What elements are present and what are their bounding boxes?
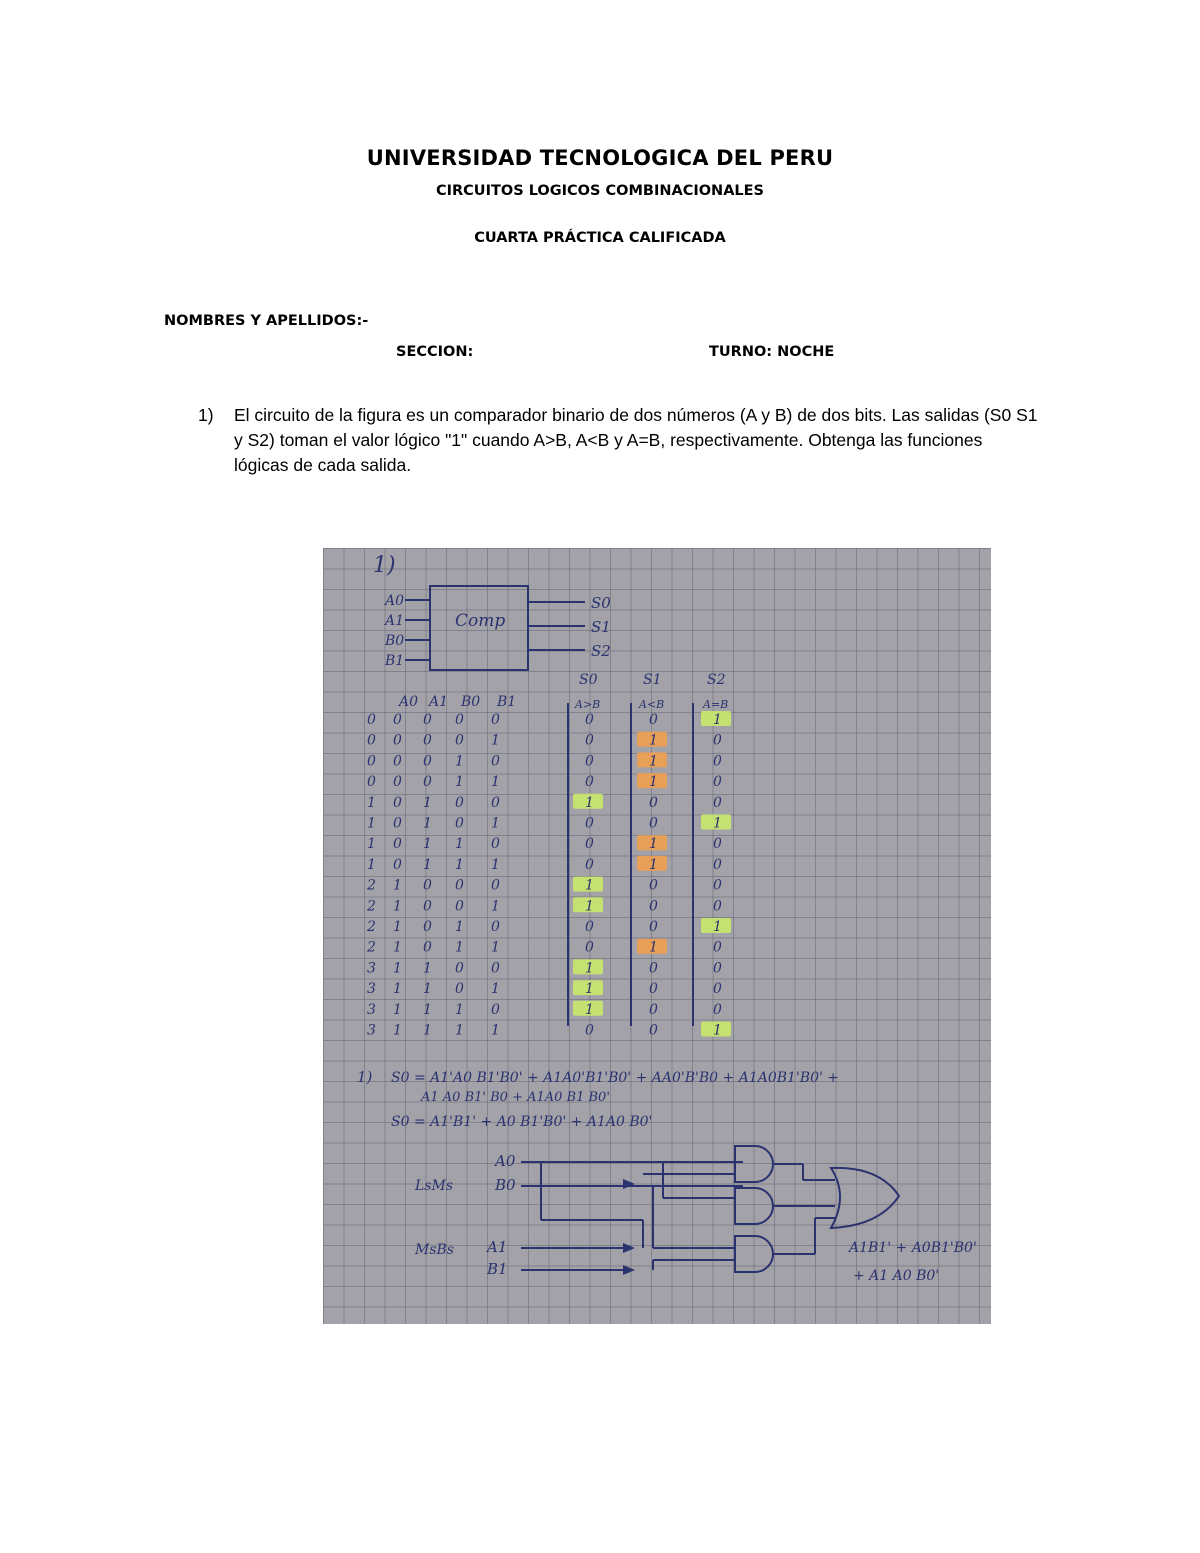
hw-table-cell: 1	[393, 898, 402, 915]
hw-table-cell: 1	[491, 815, 500, 832]
hw-table-cell: 0	[491, 836, 500, 853]
hw-table-cell: 0	[649, 794, 658, 811]
hw-table-cell: 1	[649, 753, 658, 770]
hw-table-cell: 3	[367, 1001, 376, 1018]
hw-table-cell: 1	[393, 877, 402, 894]
hw-table-cell: 2	[367, 919, 376, 935]
hw-table-cell: 1	[423, 794, 432, 811]
hw-table-cell: 0	[455, 960, 464, 977]
hw-table-cell: 0	[585, 774, 594, 791]
hw-table-cell: 0	[713, 960, 722, 977]
hw-result-line-2: + A1 A0 B0'	[853, 1268, 940, 1284]
hw-table-cell: 1	[367, 815, 376, 832]
question-1	[198, 403, 1038, 478]
hw-table-cell: 1	[393, 939, 402, 956]
hw-logic-circuit	[521, 1146, 899, 1272]
hw-table-cell: 1	[713, 815, 722, 832]
hw-table-cell: 1	[423, 815, 432, 832]
hw-table-cell: 0	[423, 898, 432, 915]
hw-msbs-label: MsBs	[415, 1242, 454, 1258]
hw-table-cell: 0	[585, 712, 594, 728]
hw-table-cell: 1	[455, 1001, 464, 1018]
hw-block-input-label: B1	[385, 653, 405, 669]
shift-field-label: TURNO: NOCHE	[709, 344, 835, 360]
hw-table-cell: 0	[393, 794, 402, 811]
handwritten-solution-drawing	[323, 548, 991, 1324]
hw-input-header: A0	[399, 694, 419, 710]
hw-equation-mark: 1)	[357, 1068, 373, 1086]
hw-table-cell: 0	[455, 794, 464, 811]
hw-output-condition: A<B	[639, 698, 665, 711]
hw-output-condition: A>B	[575, 698, 601, 711]
hw-table-cell: 0	[491, 919, 500, 935]
hw-table-cell: 1	[713, 919, 722, 935]
hw-table-cell: 1	[455, 753, 464, 770]
hw-table-cell: 0	[713, 732, 722, 749]
hw-table-cell: 1	[491, 1022, 500, 1039]
handwritten-solution-photo	[323, 548, 991, 1324]
hw-table-cell: 0	[585, 919, 594, 935]
hw-table-cell: 0	[455, 732, 464, 749]
hw-arrow-b0	[623, 1179, 635, 1189]
hw-table-cell: 0	[455, 898, 464, 915]
hw-table-cell: 1	[367, 794, 376, 811]
hw-table-cell: 0	[713, 856, 722, 873]
hw-table-cell: 0	[491, 753, 500, 770]
hw-table-cell: 0	[585, 939, 594, 956]
hw-table-cell: 0	[455, 815, 464, 832]
hw-table-cell: 0	[393, 856, 402, 873]
hw-table-cell: 1	[491, 981, 500, 998]
hw-table-cell: 1	[491, 898, 500, 915]
hw-table-cell: 0	[367, 712, 376, 728]
hw-table-cell: 2	[367, 898, 376, 915]
hw-arrow-b1	[623, 1265, 635, 1275]
hw-table-cell: 1	[585, 960, 594, 977]
hw-block-inputs	[383, 593, 430, 669]
names-field-label: NOMBRES Y APELLIDOS:-	[164, 313, 369, 329]
practice-title: CUARTA PRÁCTICA CALIFICADA	[474, 230, 726, 246]
hw-table-cell: 1	[423, 1001, 432, 1018]
hw-block-output-label: S0	[591, 594, 611, 612]
hw-table-cell: 0	[585, 732, 594, 749]
hw-table-cell: 0	[423, 732, 432, 749]
hw-table-cell: 0	[713, 898, 722, 915]
hw-table-cell: 1	[649, 939, 658, 956]
hw-block-outputs	[528, 594, 611, 660]
hw-table-cell: 1	[585, 877, 594, 894]
hw-table-cell: 1	[649, 856, 658, 873]
hw-table-cell: 1	[455, 1022, 464, 1039]
hw-table-cell: 1	[713, 1022, 722, 1039]
hw-circuit-input-label: A1	[487, 1238, 508, 1256]
hw-block-output-label: S1	[591, 618, 611, 636]
hw-table-cell: 0	[713, 877, 722, 894]
hw-block-input-label: A1	[385, 613, 405, 629]
hw-table-cell: 1	[455, 774, 464, 791]
hw-table-cell: 1	[455, 919, 464, 935]
hw-table-cell: 0	[585, 856, 594, 873]
hw-table-cell: 0	[649, 815, 658, 832]
hw-table-cell: 0	[423, 712, 432, 728]
course-title: CIRCUITOS LOGICOS COMBINACIONALES	[435, 183, 765, 199]
hw-table-cell: 1	[423, 981, 432, 998]
hw-circuit-input-label: B1	[487, 1260, 508, 1278]
hw-table-cell: 0	[649, 981, 658, 998]
hw-output-condition: A=B	[703, 698, 729, 711]
hw-table-cell: 0	[649, 1001, 658, 1018]
hw-table-cell: 0	[393, 815, 402, 832]
hw-table-cell: 1	[455, 856, 464, 873]
hw-table-cell: 1	[423, 856, 432, 873]
hw-table-cell: 0	[713, 774, 722, 791]
hw-circuit-input-label: B0	[495, 1176, 516, 1194]
hw-circuit-input-label: A0	[495, 1152, 516, 1170]
hw-table-cell: 0	[713, 1001, 722, 1018]
hw-table-cell: 0	[455, 981, 464, 998]
hw-table-cell: 1	[491, 774, 500, 791]
hw-table-cell: 2	[367, 939, 376, 956]
hw-table-cell: 2	[367, 877, 376, 894]
hw-table-cell: 0	[423, 753, 432, 770]
question-text: El circuito de la figura es un comparador binario de dos números (A y B) de dos bits. Las salidas (S0 S1 y S2) toman el valor lógico "1" cuando A>B, A<B y A=B, respectivamente. Obtenga las funciones lógicas de cada salida.	[234, 405, 1038, 475]
hw-arrow-a1	[623, 1243, 635, 1253]
hw-table-cell: 1	[649, 774, 658, 791]
hw-table-cell: 0	[713, 981, 722, 998]
hw-problem-mark: 1)	[373, 553, 396, 578]
hw-table-cell: 0	[491, 712, 500, 728]
hw-table-cell: 1	[423, 1022, 432, 1039]
hw-circuit-inputs	[485, 1152, 516, 1278]
hw-table-cell: 1	[649, 732, 658, 749]
hw-table-cell: 0	[455, 712, 464, 728]
hw-table-cell: 1	[491, 856, 500, 873]
hw-table-cell: 0	[393, 753, 402, 770]
hw-equation-line-1: S0 = A1'A0 B1'B0' + A1A0'B1'B0' + AA0'B'B0 + A1A0B1'B0' +	[391, 1070, 840, 1086]
hw-truth-table	[366, 672, 731, 1039]
hw-input-header: B0	[461, 694, 481, 710]
hw-table-cell: 0	[491, 877, 500, 894]
hw-table-cell: 0	[713, 836, 722, 853]
hw-comparator-label: Comp	[455, 611, 506, 631]
hw-output-header: S1	[643, 672, 662, 688]
hw-table-cell: 1	[393, 981, 402, 998]
hw-table-cell: 1	[393, 1022, 402, 1039]
hw-input-header: A1	[429, 694, 449, 710]
hw-table-cell: 1	[423, 836, 432, 853]
hw-table-cell: 1	[367, 836, 376, 853]
hw-lsms-label: LsMs	[415, 1178, 454, 1194]
hw-table-cell: 0	[713, 753, 722, 770]
hw-equation-line-2: A1 A0 B1' B0 + A1A0 B1 B0'	[421, 1090, 610, 1105]
hw-table-cell: 1	[649, 836, 658, 853]
hw-table-cell: 0	[713, 794, 722, 811]
hw-table-cell: 1	[393, 1001, 402, 1018]
hw-table-cell: 1	[393, 960, 402, 977]
hw-table-cell: 1	[491, 939, 500, 956]
hw-table-cell: 0	[649, 1022, 658, 1039]
university-title: UNIVERSIDAD TECNOLOGICA DEL PERU	[366, 146, 834, 170]
hw-table-cell: 0	[585, 753, 594, 770]
hw-table-cell: 0	[423, 774, 432, 791]
hw-table-cell: 0	[393, 836, 402, 853]
hw-table-cell: 0	[649, 877, 658, 894]
hw-table-cell: 0	[423, 939, 432, 956]
hw-output-header: S0	[579, 672, 598, 688]
hw-table-cell: 0	[649, 712, 658, 728]
hw-input-header: B1	[497, 694, 517, 710]
hw-output-header: S2	[707, 672, 726, 688]
hw-table-cell: 0	[367, 732, 376, 749]
hw-table-cell: 1	[585, 1001, 594, 1018]
hw-table-cell: 3	[367, 960, 376, 977]
hw-block-input-label: B0	[385, 633, 405, 649]
hw-table-cell: 0	[423, 919, 432, 935]
hw-table-cell: 0	[649, 898, 658, 915]
hw-table-cell: 0	[367, 753, 376, 770]
hw-table-cell: 3	[367, 1022, 376, 1039]
hw-table-cell: 0	[585, 815, 594, 832]
hw-table-cell: 0	[423, 877, 432, 894]
hw-table-cell: 0	[491, 794, 500, 811]
hw-block-input-label: A0	[385, 593, 405, 609]
hw-table-cell: 1	[491, 732, 500, 749]
section-field-label: SECCION:	[396, 344, 474, 360]
hw-table-cell: 1	[393, 919, 402, 935]
hw-table-cell: 0	[393, 712, 402, 728]
hw-table-cell: 0	[585, 1022, 594, 1039]
hw-table-cell: 1	[423, 960, 432, 977]
hw-table-cell: 1	[713, 712, 722, 728]
hw-table-cell: 0	[649, 960, 658, 977]
hw-table-cell: 0	[585, 836, 594, 853]
hw-table-cell: 1	[585, 981, 594, 998]
hw-table-cell: 0	[367, 774, 376, 791]
hw-table-cell: 0	[649, 919, 658, 935]
hw-table-cell: 0	[455, 877, 464, 894]
hw-result-line-1: A1B1' + A0B1'B0'	[849, 1240, 977, 1256]
hw-table-cell: 1	[455, 836, 464, 853]
question-number: 1)	[198, 405, 214, 425]
hw-table-cell: 1	[585, 794, 594, 811]
hw-table-cell: 1	[455, 939, 464, 956]
hw-block-output-label: S2	[591, 642, 611, 660]
hw-table-cell: 0	[491, 960, 500, 977]
hw-table-cell: 0	[713, 939, 722, 956]
hw-table-cell: 3	[367, 981, 376, 998]
hw-table-cell: 0	[491, 1001, 500, 1018]
hw-table-cell: 1	[585, 898, 594, 915]
hw-table-cell: 0	[393, 732, 402, 749]
hw-equation-line-3: S0 = A1'B1' + A0 B1'B0' + A1A0 B0'	[391, 1114, 653, 1130]
hw-table-cell: 1	[367, 856, 376, 873]
hw-table-cell: 0	[393, 774, 402, 791]
